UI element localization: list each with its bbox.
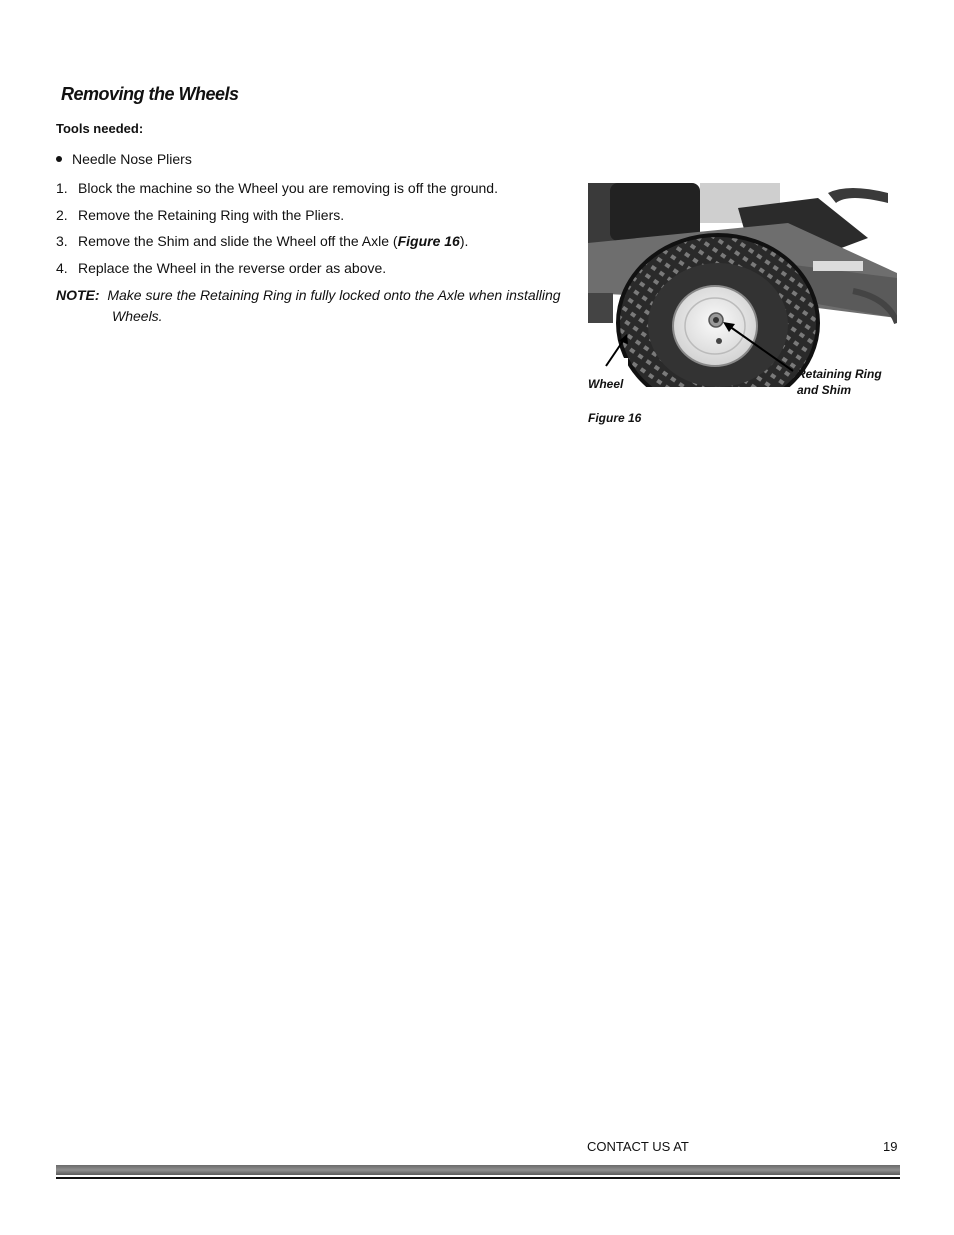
footer-rule-line: [56, 1177, 900, 1179]
step-text-end: ).: [459, 233, 469, 249]
footer-rule: [56, 1165, 900, 1175]
page-number: 19: [883, 1139, 898, 1154]
step-3: [56, 232, 468, 250]
figure-reference: Figure 16: [397, 233, 460, 249]
step-number: 2.: [56, 207, 68, 223]
step-text: Replace the Wheel in the reverse order as above.: [78, 260, 387, 276]
callout-wheel: Wheel: [588, 377, 624, 391]
tool-name: Needle Nose Pliers: [72, 151, 192, 167]
wheel-photo: [588, 183, 897, 387]
section-title: Removing the Wheels: [61, 84, 239, 104]
note-text-continued: Wheels.: [112, 308, 163, 324]
step-text: Remove the Retaining Ring with the Pliers.: [78, 207, 345, 223]
step-number: 4.: [56, 260, 68, 276]
step-text: Block the machine so the Wheel you are removing is off the ground.: [78, 180, 498, 196]
callout-retaining-ring: [797, 366, 882, 398]
note-text: Make sure the Retaining Ring in fully locked onto the Axle when installing: [107, 287, 561, 303]
note-label: NOTE:: [56, 287, 100, 303]
step-1: [56, 179, 498, 197]
callout-ring-line1: Retaining Ring: [797, 367, 882, 381]
step-text: Remove the Shim and slide the Wheel off the Axle (: [78, 233, 398, 249]
step-2: [56, 206, 344, 224]
tools-needed-label: Tools needed:: [56, 121, 144, 136]
figure-caption: Figure 16: [588, 411, 642, 425]
step-number: 1.: [56, 180, 68, 196]
footer-contact: CONTACT US AT: [587, 1139, 689, 1154]
step-number: 3.: [56, 233, 68, 249]
bullet-icon: [56, 156, 62, 162]
step-4: [56, 259, 386, 277]
tool-list-item: [56, 150, 192, 168]
callout-ring-line2: and Shim: [797, 383, 852, 397]
note-block: [56, 285, 566, 327]
